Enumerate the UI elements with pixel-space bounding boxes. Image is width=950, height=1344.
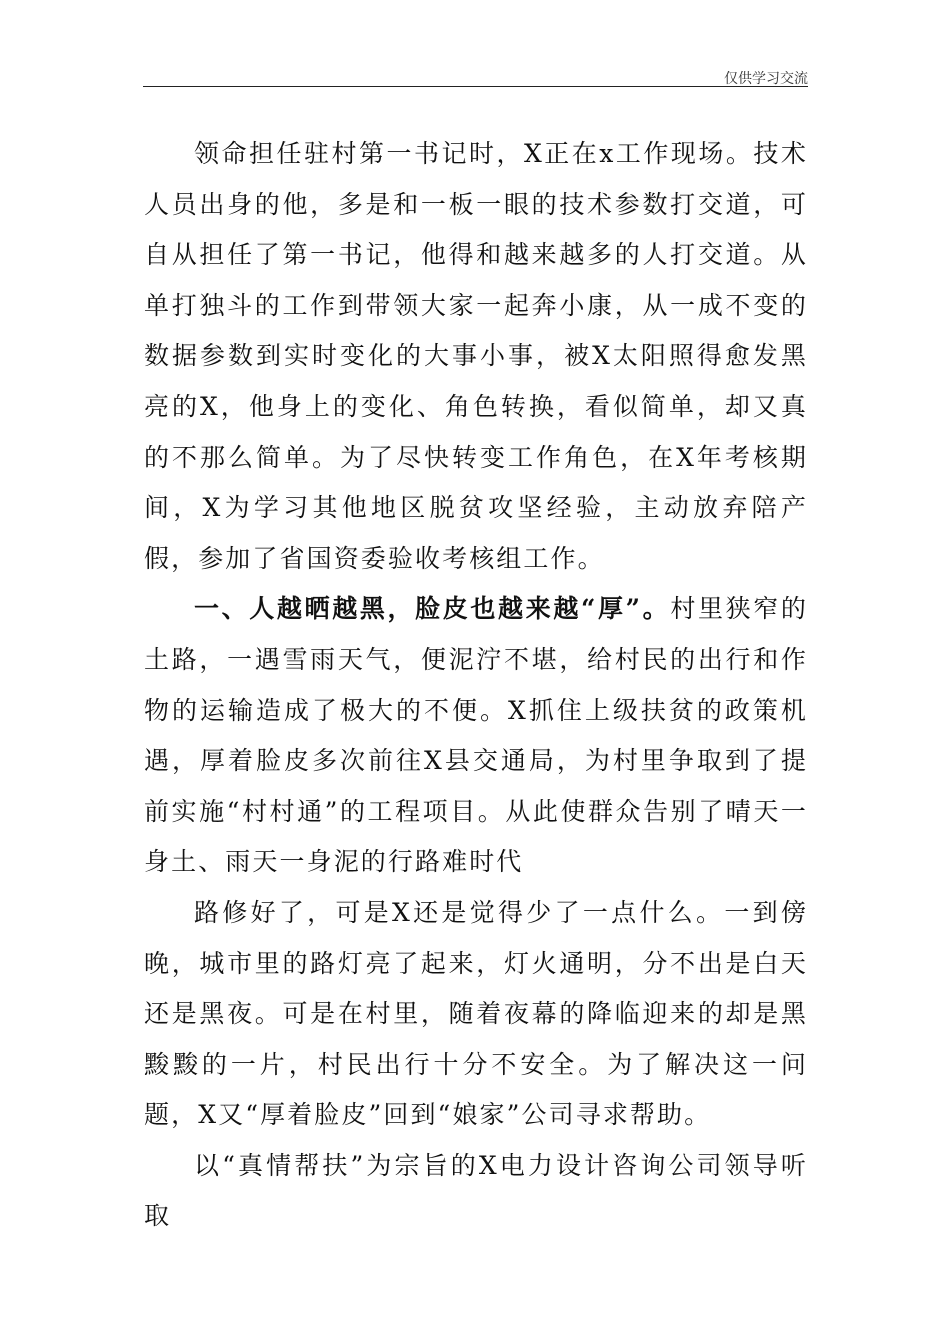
header-divider: [143, 86, 808, 87]
paragraph-4: [144, 1141, 808, 1242]
paragraph-3-text: 路修好了，可是X还是觉得少了一点什么。一到傍晚，城市里的路灯亮了起来，灯火通明，分不出是白天还是黑夜。可是在村里，随着夜幕的降临迎来的却是黑黢黢的一片，村民出行十分不安全。为了解决这一问题，X又“厚着脸皮”回到“娘家”公司寻求帮助。: [144, 897, 808, 1130]
paragraph-2-text: 村里狭窄的土路，一遇雪雨天气，便泥泞不堪，给村民的出行和作物的运输造成了极大的不便。X抓住上级扶贫的政策机遇，厚着脸皮多次前往X县交通局，为村里争取到了提前实施“村村通”的工程项目。从此使群众告别了晴天一身土、雨天一身泥的行路难时代: [144, 594, 808, 877]
paragraph-4-text: 以“真情帮扶”为宗旨的X电力设计咨询公司领导听取: [144, 1150, 808, 1231]
document-body: [144, 129, 808, 1242]
paragraph-1: [144, 129, 808, 584]
paragraph-1-text: 领命担任驻村第一书记时，X正在x工作现场。技术人员出身的他，多是和一板一眼的技术参数打交道，可自从担任了第一书记，他得和越来越多的人打交道。从单打独斗的工作到带领大家一起奔小康，从一成不变的数据参数到实时变化的大事小事，被X太阳照得愈发黑亮的X，他身上的变化、角色转换，看似简单，却又真的不那么简单。为了尽快转变工作角色，在X年考核期间，X为学习其他地区脱贫攻坚经验，主动放弃陪产假，参加了省国资委验收考核组工作。: [144, 139, 808, 573]
paragraph-3: [144, 888, 808, 1141]
section-heading: 一、人越晒越黑，脸皮也越来越“厚”。: [194, 594, 671, 624]
paragraph-2: [144, 584, 808, 888]
header-note: 仅供学习交流: [724, 71, 808, 87]
